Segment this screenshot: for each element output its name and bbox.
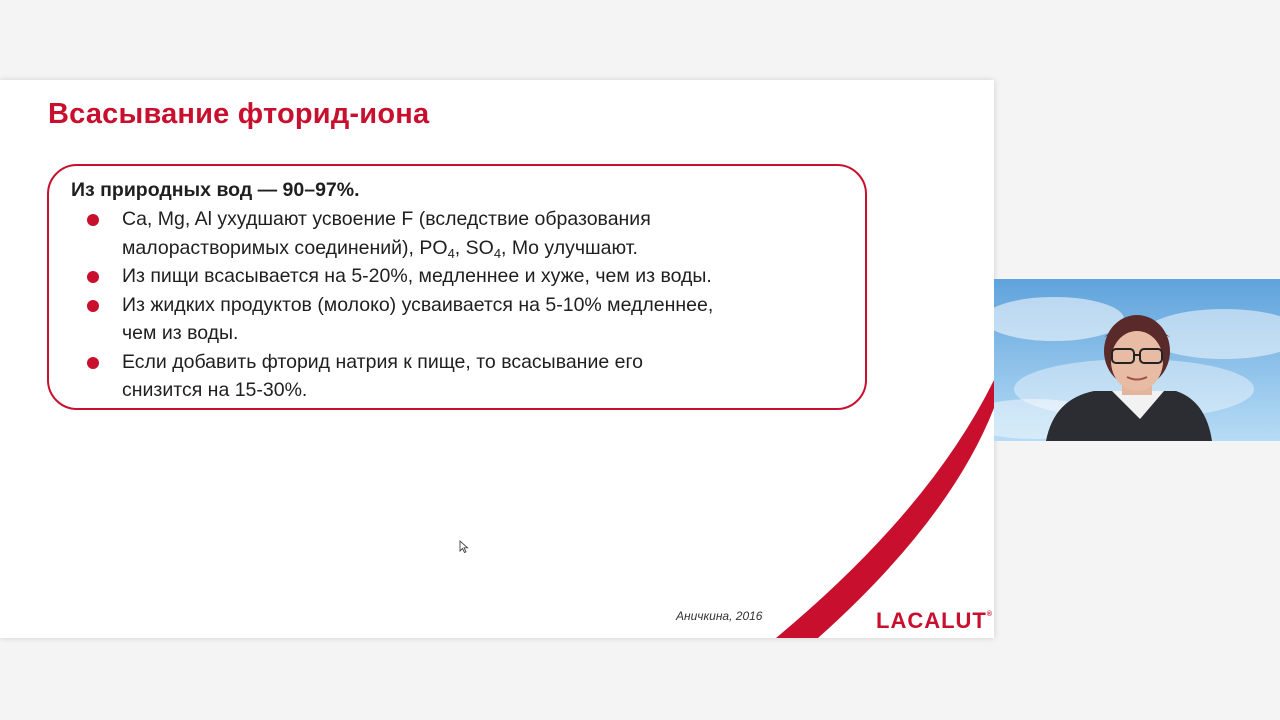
bullet-text-line: снизится на 15-30%. [122,379,308,401]
bullet-text-line: малорастворимых соединений), $PO_4$, $SO_4$, Mo улучшают. [122,236,638,261]
bullet-text-line: Из пищи всасывается на 5-20%, медленнее и хуже, чем из воды. [122,265,712,287]
presentation-slide [0,80,994,638]
bullet-item [71,348,845,405]
logo-text: LACALUT [876,608,987,633]
content-heading: Из природных вод — 90–97%. [71,179,360,201]
lacalut-logo [876,608,992,634]
registered-mark: ® [986,611,993,618]
citation: Аничкина, 2016 [676,609,763,623]
red-dot-icon [87,214,99,226]
mouse-pointer-icon [459,540,469,554]
red-dot-icon [87,300,99,312]
bullet-text-line: Если добавить фторид натрия к пище, то всасывание его [122,350,643,373]
bullet-item [71,291,845,348]
subscript: 4 [447,245,455,261]
bullet-list [71,205,845,405]
bullet-text-line: чем из воды. [122,322,239,344]
slide-title: Всасывание фторид-иона [48,98,430,130]
subscript: 4 [493,245,502,261]
bullet-text-line: Ca, Mg, Al ухудшают усвоение F (вследствие образования [122,208,651,230]
bullet-item [71,262,845,291]
red-dot-icon [87,271,99,283]
content-box [47,164,867,410]
bullet-item [71,205,845,262]
webcam-video-feed [994,279,1280,441]
bullet-text-line: Из жидких продуктов (молоко) усваивается на 5-10% медленнее, [122,293,714,316]
red-dot-icon [87,357,99,369]
webcam-image [994,279,1280,441]
